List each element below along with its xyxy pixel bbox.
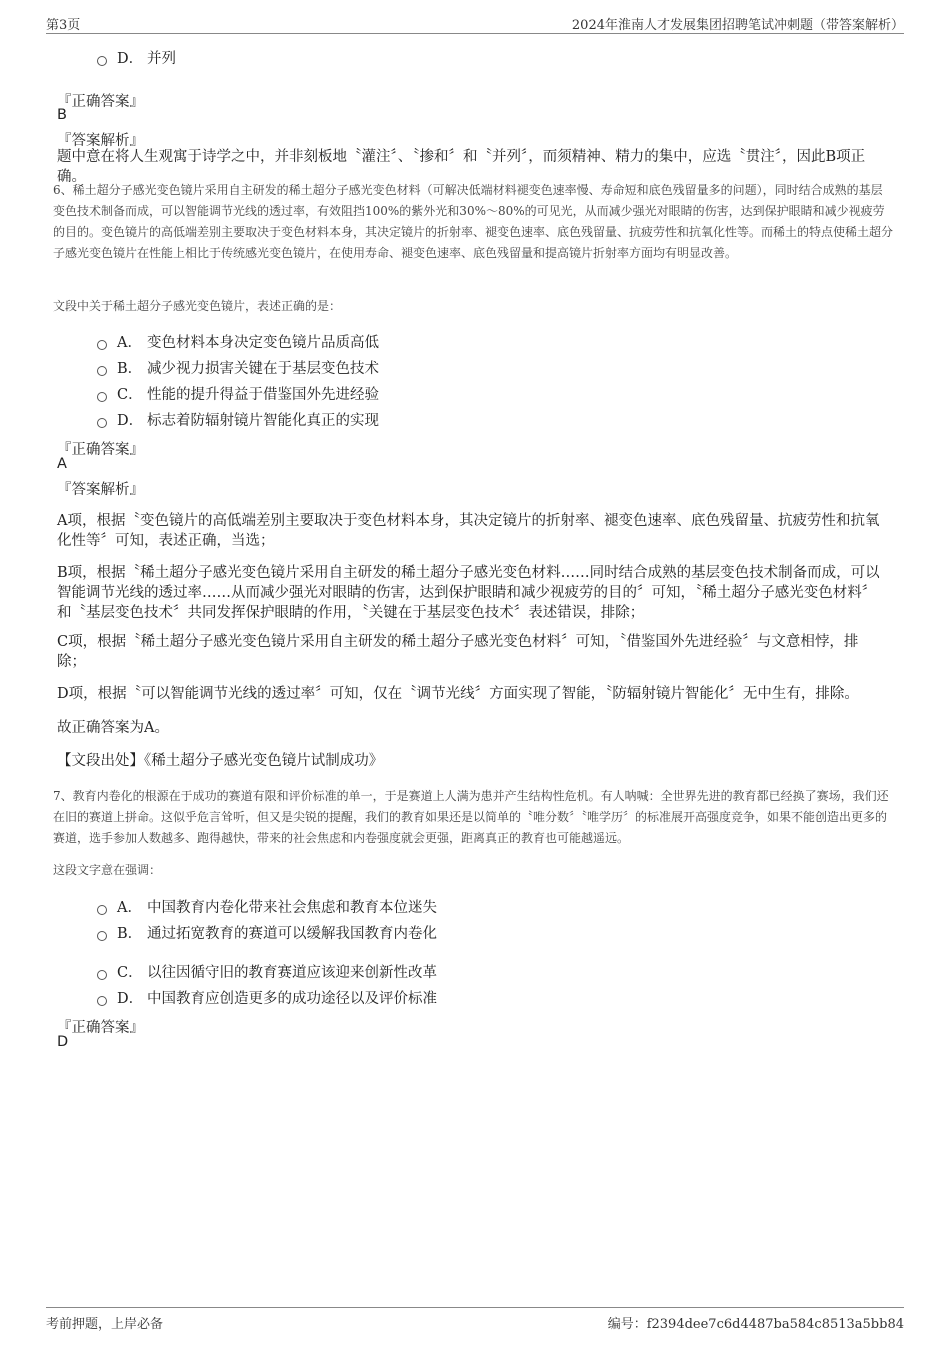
q6-answer-label: 『正确答案』 [57, 442, 144, 458]
q6-analysis-d: D项，根据〝可以智能调节光线的透过率〞可知，仅在〝调节光线〞方面实现了智能，〝防辐射镜片智能化〞无中生有，排除。 [57, 686, 859, 702]
q5-option-d[interactable] [97, 47, 176, 68]
q7-option-a[interactable] [97, 896, 437, 917]
q5-analysis-label: 『答案解析』 [57, 133, 144, 149]
q6-conclusion: 故正确答案为A。 [57, 720, 169, 736]
q6-analysis-c: C项，根据〝稀土超分子感光变色镜片采用自主研发的稀土超分子感光变色材料〞可知，〝借鉴国外先进经验〞与文意相悖，排除； [57, 634, 859, 670]
q7-option-c[interactable] [97, 961, 437, 982]
q6-analysis-a: A项，根据〝变色镜片的高低端差别主要取决于变色材料本身，其决定镜片的折射率、褪变色速率、底色残留量、抗疲劳性和抗氧化性等〞可知，表述正确，当选； [57, 513, 880, 549]
footer-divider [46, 1307, 904, 1308]
option-text: 并列 [147, 51, 176, 67]
option-text: 标志着防辐射镜片智能化真正的实现 [147, 413, 379, 429]
option-letter: C． [117, 965, 143, 981]
radio-icon[interactable] [97, 56, 107, 66]
radio-icon[interactable] [97, 996, 107, 1006]
option-letter: C． [117, 387, 143, 403]
option-letter: D． [117, 51, 144, 67]
radio-icon[interactable] [97, 931, 107, 941]
option-letter: D． [117, 991, 144, 1007]
option-letter: B． [117, 361, 143, 377]
option-text: 减少视力损害关键在于基层变色技术 [147, 361, 379, 377]
q6-analysis-b: B项，根据〝稀土超分子感光变色镜片采用自主研发的稀土超分子感光变色材料……同时结合成熟的基层变色技术制备而成，可以智能调节光线的透过率……从而减少强光对眼睛的伤害，达到保护眼睛和减少视疲劳的目的〞可知，〝稀土超分子感光变色材料〞和〝基层变色技术〞共同发挥保护眼睛的作用，〝关键在于基层变色技术〞表述错误，排除； [57, 565, 880, 621]
option-text: 中国教育应创造更多的成功途径以及评价标准 [147, 991, 437, 1007]
q6-option-b[interactable] [97, 357, 379, 378]
page-number: 第3页 [46, 18, 81, 33]
option-letter: B． [117, 926, 143, 942]
q6-source: 【文段出处】《稀土超分子感光变色镜片试制成功》 [57, 753, 384, 769]
header-divider [46, 33, 904, 34]
q5-answer-label: 『正确答案』 [57, 94, 144, 110]
footer-slogan: 考前押题，上岸必备 [46, 1317, 164, 1332]
option-text: 通过拓宽教育的赛道可以缓解我国教育内卷化 [147, 926, 437, 942]
radio-icon[interactable] [97, 392, 107, 402]
option-text: 性能的提升得益于借鉴国外先进经验 [147, 387, 379, 403]
q6-stem: 6、稀土超分子感光变色镜片采用自主研发的稀土超分子感光变色材料（可解决低端材料褪变色速率慢、寿命短和底色残留量多的问题），同时结合成熟的基层变色技术制备而成，可以智能调节光线的透过率，有效阻挡100%的紫外光和30%～80%的可见光，从而减少强光对眼睛的伤害，达到保护眼睛和减少视疲劳的目的。变色镜片的高低端差别主要取决于变色材料本身，其决定镜片的折射率、褪变色速率、底色残留量、抗疲劳性和抗氧化性等。而稀土的特点使稀土超分子感光变色镜片在性能上相比于传统感光变色镜片，在使用寿命、褪变色速率、底色残留量和提高镜片折射率方面均有明显改善。 [53, 183, 894, 260]
radio-icon[interactable] [97, 366, 107, 376]
q7-option-b[interactable] [97, 922, 437, 943]
q6-answer: A [57, 456, 67, 472]
option-text: 变色材料本身决定变色镜片品质高低 [147, 335, 379, 351]
radio-icon[interactable] [97, 970, 107, 980]
option-letter: D． [117, 413, 144, 429]
q6-option-d[interactable] [97, 409, 379, 430]
radio-icon[interactable] [97, 905, 107, 915]
q6-option-a[interactable] [97, 331, 379, 352]
option-letter: A． [117, 900, 142, 916]
q6-option-c[interactable] [97, 383, 379, 404]
option-text: 中国教育内卷化带来社会焦虑和教育本位迷失 [147, 900, 437, 916]
document-id: 编号：f2394dee7c6d4487ba584c8513a5bb84 [607, 1317, 904, 1332]
q7-prompt: 这段文字意在强调： [53, 863, 162, 877]
q5-answer: B [57, 107, 67, 123]
radio-icon[interactable] [97, 340, 107, 350]
q7-option-d[interactable] [97, 987, 437, 1008]
q7-answer-label: 『正确答案』 [57, 1020, 144, 1036]
document-title: 2024年淮南人才发展集团招聘笔试冲刺题（带答案解析） [571, 18, 904, 33]
q7-answer: D [57, 1034, 69, 1050]
option-text: 以往因循守旧的教育赛道应该迎来创新性改革 [147, 965, 437, 981]
option-letter: A． [117, 335, 142, 351]
q6-analysis-label: 『答案解析』 [57, 482, 144, 498]
q5-analysis: 题中意在将人生观寓于诗学之中，并非刻板地〝灌注〞、〝掺和〞和〝并列〞，而须精神、精力的集中，应选〝贯注〞，因此B项正确。 [57, 149, 866, 185]
q6-prompt: 文段中关于稀土超分子感光变色镜片，表述正确的是： [53, 299, 342, 313]
radio-icon[interactable] [97, 418, 107, 428]
q7-stem: 7、教育内卷化的根源在于成功的赛道有限和评价标准的单一，于是赛道上人满为患并产生结构性危机。有人呐喊：全世界先进的教育都已经换了赛场，我们还在旧的赛道上拼命。这似乎危言耸听，但又是尖锐的提醒，我们的教育如果还是以简单的〝唯分数〞〝唯学历〞的标准展开高强度竞争，如果不能创造出更多的赛道，选手参加人数越多、跑得越快，带来的社会焦虑和内卷强度就会更强，距离真正的教育也可能越遥远。 [53, 789, 889, 845]
